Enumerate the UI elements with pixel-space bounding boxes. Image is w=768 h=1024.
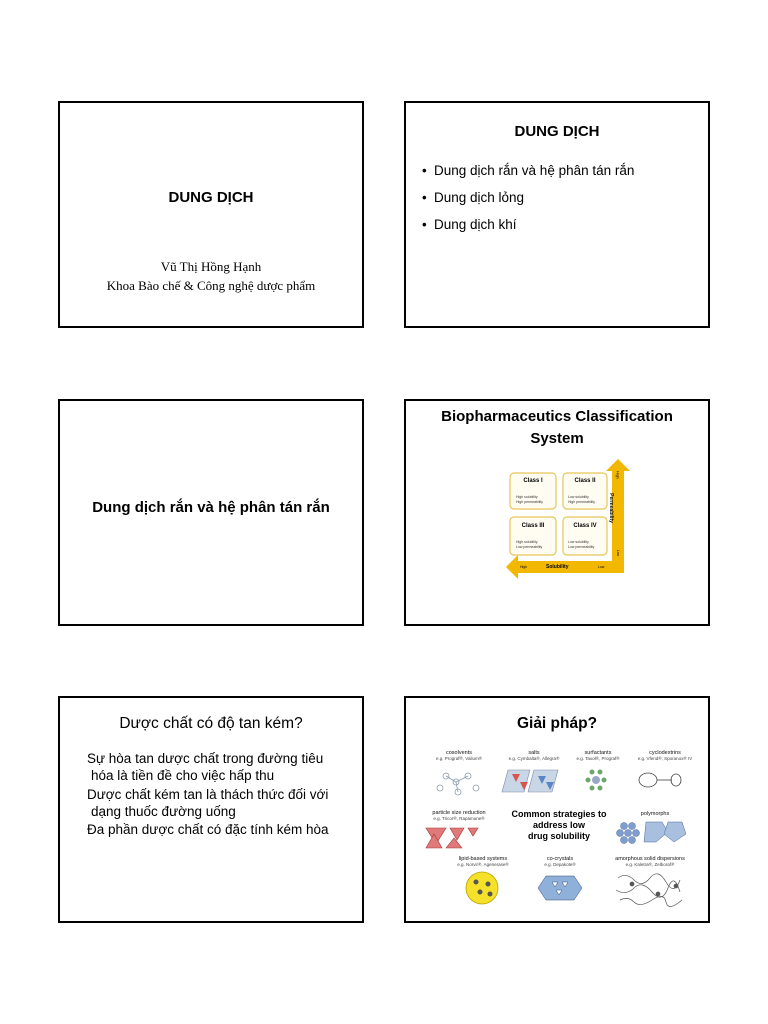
y-axis-high: High [615, 471, 620, 479]
strategy-example: e.g. Vfend®, Sporanox® IV [637, 756, 693, 762]
lipid-graphic [466, 872, 498, 904]
center-line-1: Common strategies to [511, 809, 607, 819]
polymorphs-graphic [617, 822, 687, 844]
strategy-particle-size [420, 810, 498, 821]
strategy-example: e.g. Kaletra®, Zelboraf® [625, 862, 675, 868]
strategy-cosolvents [424, 750, 494, 761]
center-line-3: drug solubility [528, 830, 590, 841]
strategy-example: e.g. Depakote® [544, 862, 576, 868]
slide-5-line: Sự hòa tan dược chất trong đường tiêu [87, 751, 324, 766]
slide-6 [404, 696, 710, 923]
particle-size-graphic [426, 828, 478, 848]
slide-2-bullet: • Dung dịch lỏng [422, 190, 634, 205]
slide-5-line: Đa phần dược chất có đặc tính kém hòa [87, 822, 329, 837]
strategy-polymorphs [620, 811, 690, 817]
slide-2-title: DUNG DỊCH [514, 123, 600, 140]
cosolvents-graphic [437, 773, 479, 795]
class-iii-line2: Low permeability [516, 545, 543, 549]
class-ii-label: Class II [574, 478, 596, 484]
strategy-salts [502, 750, 566, 761]
slide-2-bullet-list [422, 163, 634, 244]
strategy-surfactants [568, 750, 628, 761]
x-axis-high: High [520, 565, 528, 569]
class-iv-line1: Low solubility [568, 540, 589, 544]
strategy-name: polymorphs [640, 811, 670, 817]
class-ii-line2: High permeability [568, 500, 596, 504]
strategy-name: cosolvents [446, 750, 472, 756]
center-line-2: address low [532, 819, 586, 830]
class-i-label: Class I [523, 478, 543, 484]
surfactants-graphic [586, 770, 607, 791]
slide-2-bullet: • Dung dịch rắn và hệ phân tán rắn [422, 163, 634, 178]
slide-4-title-line2: System [530, 430, 584, 447]
slide-6-title: Giải pháp? [516, 715, 598, 732]
y-axis-label: Permeability [607, 493, 614, 523]
strategy-name: particle size reduction [432, 810, 486, 816]
class-iii-line1: High solubility [516, 540, 538, 544]
strategy-name: amorphous solid dispersions [615, 856, 685, 862]
cyclodextrins-graphic [639, 773, 681, 787]
strategy-amorphous [604, 856, 696, 867]
strategy-lipid [446, 856, 520, 867]
slide-1 [58, 101, 364, 328]
strategy-example: e.g. Tricor®, Rapamune® [433, 816, 485, 822]
strategy-name: salts [528, 750, 540, 756]
slide-2-bullet: • Dung dịch khí [422, 217, 634, 232]
slide-4 [404, 399, 710, 626]
slide-3 [58, 399, 364, 626]
strategies-center-title [502, 809, 616, 841]
cocrystals-graphic [538, 876, 582, 900]
strategy-example: e.g. Norvir®, Agenerase® [457, 862, 509, 868]
class-iv-line2: Low permeability [568, 545, 595, 549]
slide-5-line: dạng thuốc đường uống [91, 804, 236, 819]
strategy-example: e.g. Cymbalta®, Allegra® [508, 756, 560, 762]
class-iii-label: Class III [521, 523, 545, 529]
slide-1-title: DUNG DỊCH [168, 189, 254, 206]
strategy-name: cyclodextrins [649, 750, 681, 756]
strategy-cyclodextrins [630, 750, 700, 761]
slide-4-title-line1: Biopharmaceutics Classification [441, 408, 673, 425]
strategy-name: lipid-based systems [458, 856, 508, 862]
slide-1-author: Vũ Thị Hồng Hạnh [160, 259, 262, 274]
bcs-diagram [406, 401, 710, 626]
strategy-cocrystals [528, 856, 592, 867]
y-axis-low: Low [616, 549, 621, 557]
class-i-line2: High permeability [516, 500, 544, 504]
slide-1-department: Khoa Bào chế & Công nghệ dược phẩm [106, 278, 316, 293]
x-axis-label: Solubility [546, 564, 569, 570]
slide-5-title: Dược chất có độ tan kém? [119, 715, 303, 732]
strategy-example: e.g. Taxol®, Prograf® [576, 756, 620, 762]
slide-5-line: Dược chất kém tan là thách thức đối với [87, 787, 329, 802]
salts-graphic [502, 770, 558, 792]
class-i-line1: High solubility [516, 495, 538, 499]
slide-3-title: Dung dịch rắn và hệ phân tán rắn [92, 499, 330, 516]
class-iv-label: Class IV [573, 523, 597, 529]
strategy-name: co-crystals [546, 856, 574, 862]
class-ii-line1: Low solubility [568, 495, 589, 499]
amorphous-graphic [616, 874, 682, 907]
slide-5-line: hóa là tiền đề cho việc hấp thu [91, 768, 275, 783]
slide-5 [58, 696, 364, 923]
slide-2 [404, 101, 710, 328]
strategy-name: surfactants [584, 750, 612, 756]
strategy-example: e.g. Prograf®, Valium® [435, 756, 483, 762]
x-axis-low: Low [598, 565, 605, 569]
